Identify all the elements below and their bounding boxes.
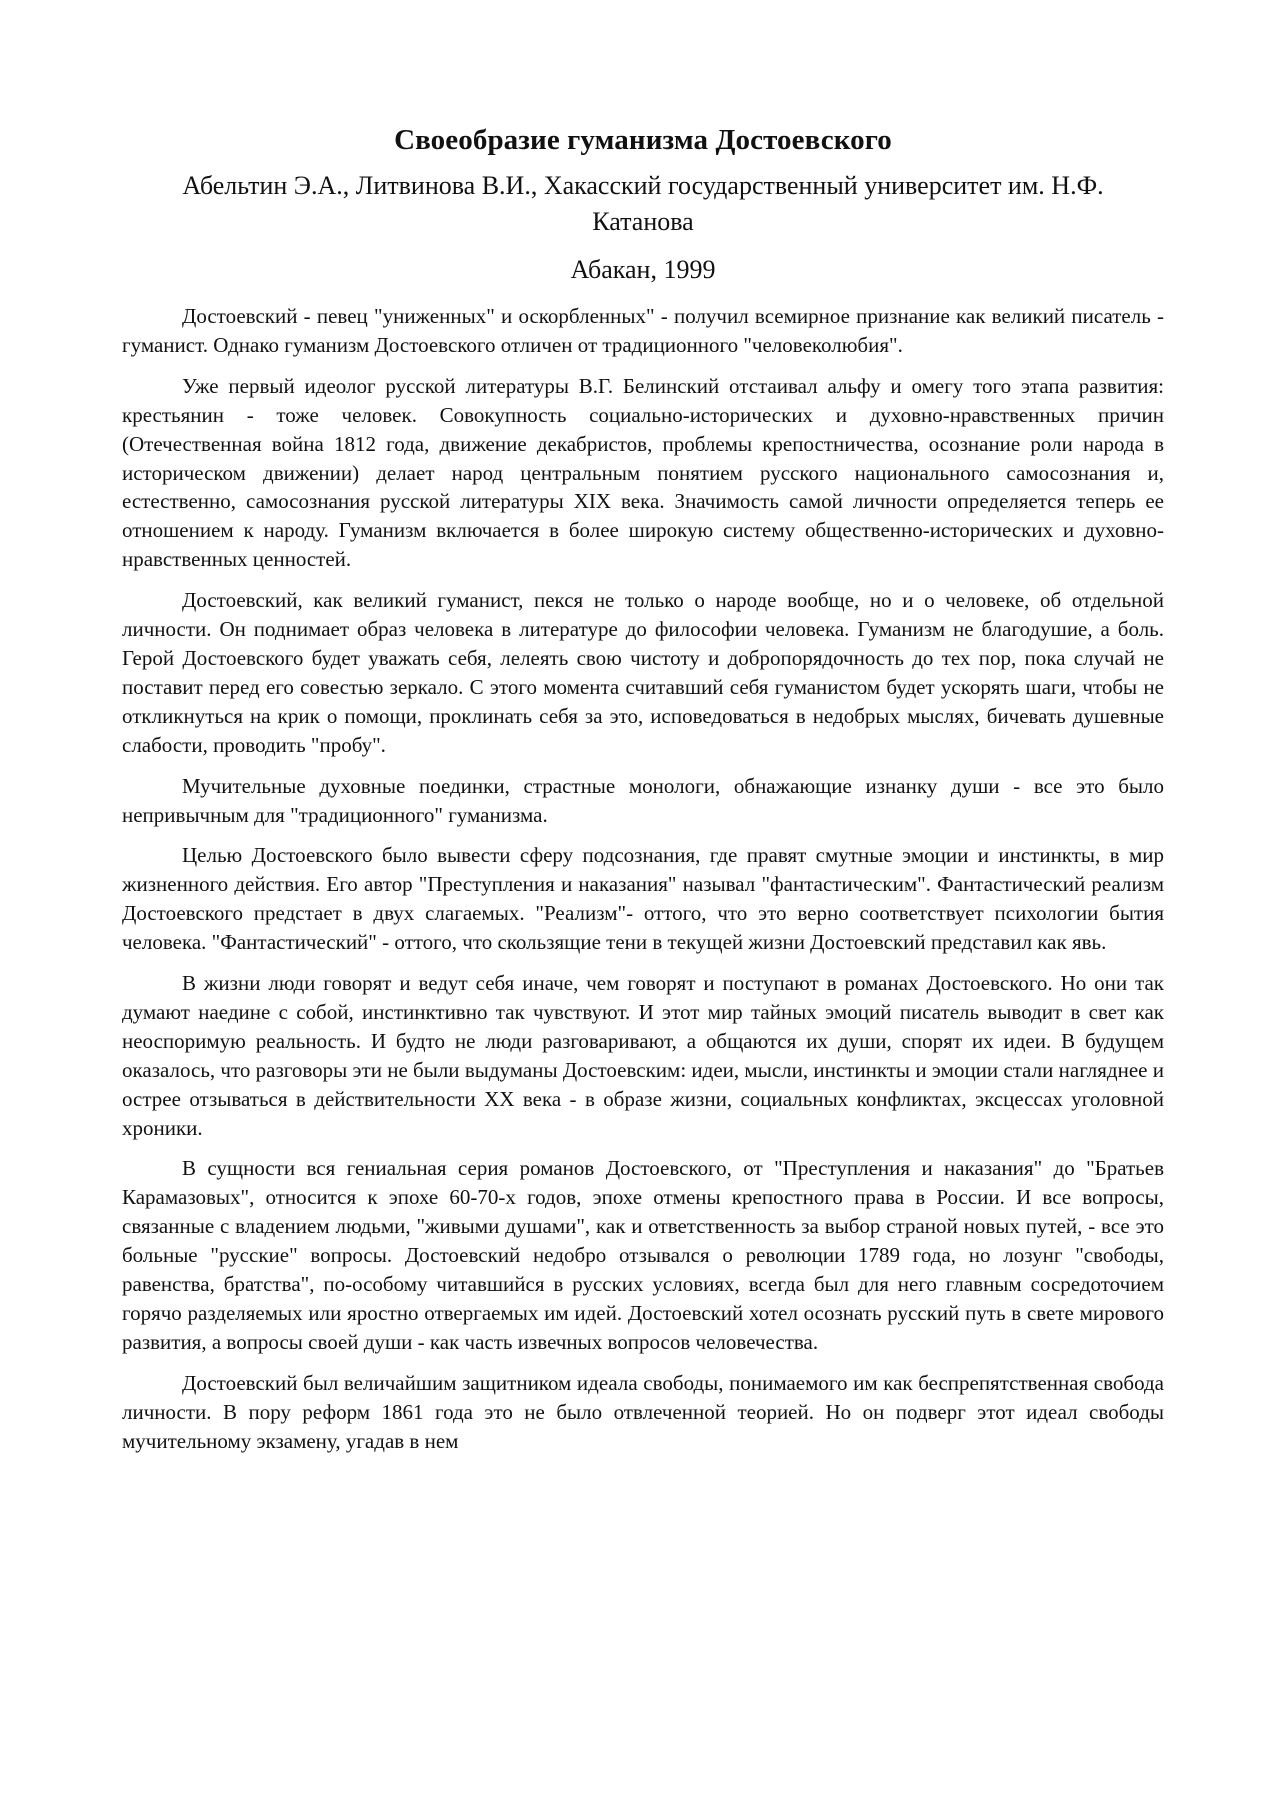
document-page <box>122 120 1164 1468</box>
document-body <box>122 302 1164 1456</box>
paragraph: Мучительные духовные поединки, страстные монологи, обнажающие изнанку души - все это было непривычным для "традиционного" гуманизма. <box>122 773 1164 827</box>
document-title: Своеобразие гуманизма Достоевского <box>394 124 892 156</box>
paragraph: Достоевский - певец "униженных" и оскорбленных" - получил всемирное признание как великий писатель - гуманист. Однако гуманизм Достоевского отличен от традиционного "человеколюбия". <box>122 304 1164 357</box>
paragraph: Уже первый идеолог русской литературы В.Г. Белинский отстаивал альфу и омегу того этапа развития: крестьянин - тоже человек. Совокупность социально-исторических и духовно-нравственных причин (Отечественная война 1812 года, движение декабристов, проблемы крепостничества, осознание роли народа в историческом движении) делает народ центральным понятием русского национального самосознания и, естественно, самосознания русской литературы XIX века. Значимость самой личности определяется теперь ее отношением к народу. Гуманизм включается в более широкую систему общественно-исторических и духовно-нравственных ценностей. <box>122 373 1164 572</box>
document-authors: Абельтин Э.А., Литвинова В.И., Хакасский государственный университет им. Н.Ф. Катанова <box>182 171 1104 236</box>
paragraph: В жизни люди говорят и ведут себя иначе, чем говорят и поступают в романах Достоевского. Но они так думают наедине с собой, инстинктивно так чувствуют. И этот мир тайных эмоций писатель выводит в свет как неоспоримую реальность. И будто не люди разговаривают, а общаются их души, спорят их идеи. В будущем оказалось, что разговоры эти не были выдуманы Достоевским: идеи, мысли, инстинкты и эмоции стали нагляднее и острее отзываться в действительности XX века - в образе жизни, социальных конфликтах, эксцессах уголовной хроники. <box>122 971 1164 1140</box>
paragraph: В сущности вся гениальная серия романов Достоевского, от "Преступления и наказания" до "Братьев Карамазовых", относится к эпохе 60-70-х годов, эпохе отмены крепостного права в России. И все вопросы, связанные с владением людьми, "живыми душами", как и ответственность за выбор страной новых путей, - все это больные "русские" вопросы. Достоевский недобро отзывался о революции 1789 года, но лозунг "свободы, равенства, братства", по-особому читавшийся в русских условиях, всегда был для него главным сосредоточием горячо разделяемых или яростно отвергаемых им идей. Достоевский хотел осознать русский путь в свете мирового развития, а вопросы своей души - как часть извечных вопросов человечества. <box>122 1156 1164 1354</box>
document-place-year: Абакан, 1999 <box>570 255 716 284</box>
paragraph: Целью Достоевского было вывести сферу подсознания, где правят смутные эмоции и инстинкты, в мир жизненного действия. Его автор "Преступления и наказания" называл "фантастическим". Фантастический реализм Достоевского предстает в двух слагаемых. "Реализм"- оттого, что это верно соответствует психологии бытия человека. "Фантастический" - оттого, что скользящие тени в текущей жизни Достоевский представил как явь. <box>122 843 1164 955</box>
paragraph: Достоевский, как великий гуманист, пекся не только о народе вообще, но и о человеке, об отдельной личности. Он поднимает образ человека в литературе до философии человека. Гуманизм не благодушие, а боль. Герой Достоевского будет уважать себя, лелеять свою чистоту и добропорядочность до тех пор, пока случай не поставит перед его совестью зеркало. С этого момента считавший себя гуманистом будет ускорять шаги, чтобы не откликнуться на крик о помощи, проклинать себя за это, исповедоваться в недобрых мыслях, бичевать душевные слабости, проводить "пробу". <box>122 588 1164 757</box>
paragraph: Достоевский был величайшим защитником идеала свободы, понимаемого им как беспрепятственная свобода личности. В пору реформ 1861 года это не было отвлеченной теорией. Но он подверг этот идеал свободы мучительному экзамену, угадав в нем <box>122 1370 1164 1453</box>
